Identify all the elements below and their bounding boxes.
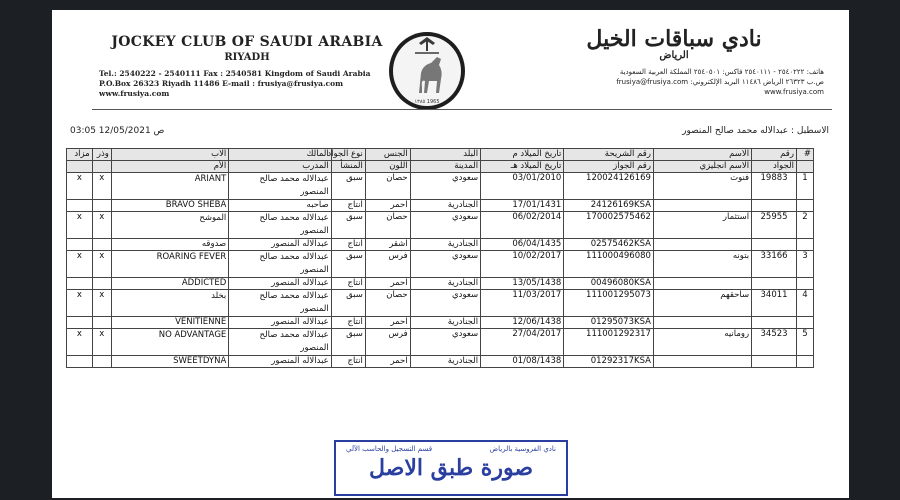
wd-mark: x: [92, 251, 111, 278]
horse-name-en: [653, 239, 751, 251]
owner: عبدالاله محمد صالح المنصور: [229, 329, 331, 356]
contact-line-3-en: www.frusiya.com: [99, 89, 170, 98]
table-row: [67, 329, 814, 356]
empty-cell: [92, 278, 111, 290]
auction-mark: x: [67, 290, 93, 317]
col-name-en: الاسم انجليزي: [653, 161, 751, 173]
horse-name: ساحقهم: [653, 290, 751, 317]
breed: سبق: [331, 329, 365, 356]
empty-cell: [796, 239, 813, 251]
dam: BRAVO SHEBA: [111, 200, 228, 212]
color: احمر: [365, 278, 410, 290]
table-row-sub: [67, 278, 814, 290]
birth-date-hijri: 12/06/1438: [481, 317, 564, 329]
breed: سبق: [331, 290, 365, 317]
city: الجنادرية: [410, 239, 480, 251]
horses-table: [66, 148, 814, 368]
passport-number: 02575462KSA: [564, 239, 654, 251]
empty-cell: [752, 200, 797, 212]
stamp-dept-label: قسم التسجيل والحاسب الآلي: [346, 445, 433, 453]
horse-name-en: [653, 200, 751, 212]
horse-name: استثمار: [653, 212, 751, 239]
country: سعودي: [410, 173, 480, 200]
dam: VENITIENNE: [111, 317, 228, 329]
horse-name-en: [653, 356, 751, 368]
club-name-ar: نادي سباقات الخيل: [586, 26, 762, 52]
table-row: [67, 212, 814, 239]
empty-cell: [92, 317, 111, 329]
row-number: 4: [796, 290, 813, 317]
table-header-row-1: [67, 149, 814, 161]
trainer: عبدالاله المنصور: [229, 239, 331, 251]
registration-number: 34523: [752, 329, 797, 356]
row-number: 3: [796, 251, 813, 278]
empty-cell: [67, 200, 93, 212]
club-name-en: JOCKEY CLUB OF SAUDI ARABIA: [111, 34, 383, 50]
contact-line-2-en: P.O.Box 26323 Riyadh 11486 E-mail : frusiya@frusiya.com: [99, 79, 344, 88]
col-name: الاسم: [653, 149, 751, 161]
row-number: 5: [796, 329, 813, 356]
table-header-row-2: [67, 161, 814, 173]
origin: انتاج: [331, 317, 365, 329]
col-dob: تاريخ الميلاد م: [481, 149, 564, 161]
chip-number: 170002575462: [564, 212, 654, 239]
contact-line-1-en: Tel.: 2540222 - 2540111 Fax : 2540581 Kingdom of Saudi Arabia: [99, 69, 371, 78]
birth-date: 06/02/2014: [481, 212, 564, 239]
table-row: [67, 290, 814, 317]
sire: ARIANT: [111, 173, 228, 200]
col-dam: الأم: [111, 161, 228, 173]
wd-mark: x: [92, 173, 111, 200]
col-reg: رقم: [752, 149, 797, 161]
breed: سبق: [331, 173, 365, 200]
birth-date: 27/04/2017: [481, 329, 564, 356]
sire: بخلد: [111, 290, 228, 317]
city: الجنادرية: [410, 317, 480, 329]
chip-number: 120024126169: [564, 173, 654, 200]
document-page: [52, 10, 849, 498]
chip-number: 111000496080: [564, 251, 654, 278]
wd-mark: x: [92, 290, 111, 317]
passport-number: 00496080KSA: [564, 278, 654, 290]
empty-cell: [67, 356, 93, 368]
header-divider: [92, 109, 832, 110]
passport-number: 01295073KSA: [564, 317, 654, 329]
trainer: عبدالاله المنصور: [229, 317, 331, 329]
table-row-sub: [67, 317, 814, 329]
city: الجنادرية: [410, 278, 480, 290]
birth-date: 03/01/2010: [481, 173, 564, 200]
empty-cell: [796, 278, 813, 290]
col-auction: مزاد: [67, 149, 93, 161]
col-breed: نوع الجواد: [331, 149, 365, 161]
sex: فرس: [365, 329, 410, 356]
horse-name: فنوت: [653, 173, 751, 200]
col-sex: الجنس: [365, 149, 410, 161]
stable-owner-label: الاسطبل : عبدالاله محمد صالح المنصور: [682, 126, 829, 136]
empty-cell: [752, 239, 797, 251]
empty-cell: [92, 200, 111, 212]
col-wd: وذر: [92, 149, 111, 161]
country: سعودي: [410, 251, 480, 278]
col-trainer: المدرب: [229, 161, 331, 173]
table-row-sub: [67, 239, 814, 251]
club-logo: [385, 29, 469, 113]
dam: SWEETDYNA: [111, 356, 228, 368]
origin: انتاج: [331, 278, 365, 290]
dam: ADDICTED: [111, 278, 228, 290]
owner: عبدالاله محمد صالح المنصور: [229, 212, 331, 239]
table-row-sub: [67, 356, 814, 368]
sex: حصان: [365, 212, 410, 239]
contact-line-2-ar: ص.ب ٢٦٣٢٣ الرياض ١١٤٨٦ البريد الإلكتروني: frusiya@frusiya.com: [616, 78, 824, 86]
empty-cell: [92, 239, 111, 251]
sex: حصان: [365, 290, 410, 317]
city: الجنادرية: [410, 200, 480, 212]
wd-mark: x: [92, 212, 111, 239]
origin: انتاج: [331, 239, 365, 251]
empty-cell: [796, 200, 813, 212]
wd-mark: x: [92, 329, 111, 356]
empty-cell: [796, 317, 813, 329]
horse-name: بتونه: [653, 251, 751, 278]
table-row: [67, 251, 814, 278]
col-color: اللون: [365, 161, 410, 173]
col-reg-2: الجواد: [752, 161, 797, 173]
horse-name: رومانيه: [653, 329, 751, 356]
header-english: [97, 34, 397, 99]
true-copy-stamp: [334, 440, 568, 496]
birth-date-hijri: 01/08/1438: [481, 356, 564, 368]
table-row-sub: [67, 200, 814, 212]
col-dob-hijri: تاريخ الميلاد هـ: [481, 161, 564, 173]
contact-line-1-ar: هاتف: ٢٥٤٠٢٢٢ - ٢٥٤٠١١١ فاكس: ٢٥٤٠٥٠١ المملكة العربية السعودية: [619, 68, 824, 76]
sire: ROARING FEVER: [111, 251, 228, 278]
horse-name-en: [653, 317, 751, 329]
birth-date-hijri: 06/04/1435: [481, 239, 564, 251]
col-sire: الاب: [111, 149, 228, 161]
registration-number: 34011: [752, 290, 797, 317]
club-city-ar: الرياض: [659, 50, 689, 61]
color: احمر: [365, 200, 410, 212]
owner: عبدالاله محمد صالح المنصور: [229, 290, 331, 317]
birth-date-hijri: 17/01/1431: [481, 200, 564, 212]
empty-cell: [796, 356, 813, 368]
col-origin: المنشأ: [331, 161, 365, 173]
empty-cell: [752, 317, 797, 329]
trainer: صاحبه: [229, 200, 331, 212]
registration-number: 25955: [752, 212, 797, 239]
registration-number: 19883: [752, 173, 797, 200]
col-chip: رقم الشريحة: [564, 149, 654, 161]
row-number: 2: [796, 212, 813, 239]
dam: صدوقه: [111, 239, 228, 251]
logo-year: ١٣٨٥ 1965: [414, 99, 440, 105]
empty-cell: [752, 278, 797, 290]
origin: انتاج: [331, 356, 365, 368]
owner: عبدالاله محمد صالح المنصور: [229, 173, 331, 200]
origin: انتاج: [331, 200, 365, 212]
chip-number: 111001295073: [564, 290, 654, 317]
auction-mark: x: [67, 329, 93, 356]
auction-mark: x: [67, 251, 93, 278]
birth-date: 10/02/2017: [481, 251, 564, 278]
sex: حصان: [365, 173, 410, 200]
passport-number: 01292317KSA: [564, 356, 654, 368]
col-passport: رقم الجواز: [564, 161, 654, 173]
stamp-club-label: نادي الفروسية بالرياض: [489, 445, 556, 453]
registration-number: 33166: [752, 251, 797, 278]
empty-cell: [92, 356, 111, 368]
trainer: عبدالاله المنصور: [229, 356, 331, 368]
club-city-en: RIYADH: [224, 52, 270, 63]
birth-date: 11/03/2017: [481, 290, 564, 317]
row-number: 1: [796, 173, 813, 200]
color: احمر: [365, 356, 410, 368]
col-country: البلد: [410, 149, 480, 161]
sire: الموشح: [111, 212, 228, 239]
empty-cell: [67, 317, 93, 329]
trainer: عبدالاله المنصور: [229, 278, 331, 290]
breed: سبق: [331, 212, 365, 239]
passport-number: 24126169KSA: [564, 200, 654, 212]
country: سعودي: [410, 290, 480, 317]
breed: سبق: [331, 251, 365, 278]
auction-mark: x: [67, 212, 93, 239]
header-arabic: [524, 26, 824, 97]
chip-number: 111001292317: [564, 329, 654, 356]
col-num: #: [796, 149, 813, 161]
horse-name-en: [653, 278, 751, 290]
country: سعودي: [410, 329, 480, 356]
top-dark-border: [0, 0, 900, 10]
col-owner: المالك: [229, 149, 331, 161]
birth-date-hijri: 13/05/1438: [481, 278, 564, 290]
contact-line-3-ar: www.frusiya.com: [764, 88, 824, 96]
empty-cell: [752, 356, 797, 368]
color: احمر: [365, 317, 410, 329]
empty-cell: [67, 278, 93, 290]
color: اشقر: [365, 239, 410, 251]
sire: NO ADVANTAGE: [111, 329, 228, 356]
sex: فرس: [365, 251, 410, 278]
country: سعودي: [410, 212, 480, 239]
city: الجنادرية: [410, 356, 480, 368]
col-city: المدينة: [410, 161, 480, 173]
auction-mark: x: [67, 173, 93, 200]
stamp-main-text: صورة طبق الاصل: [368, 455, 533, 481]
print-datetime: 03:05 12/05/2021 ص: [70, 126, 165, 136]
owner: عبدالاله محمد صالح المنصور: [229, 251, 331, 278]
table-row: [67, 173, 814, 200]
empty-cell: [67, 239, 93, 251]
